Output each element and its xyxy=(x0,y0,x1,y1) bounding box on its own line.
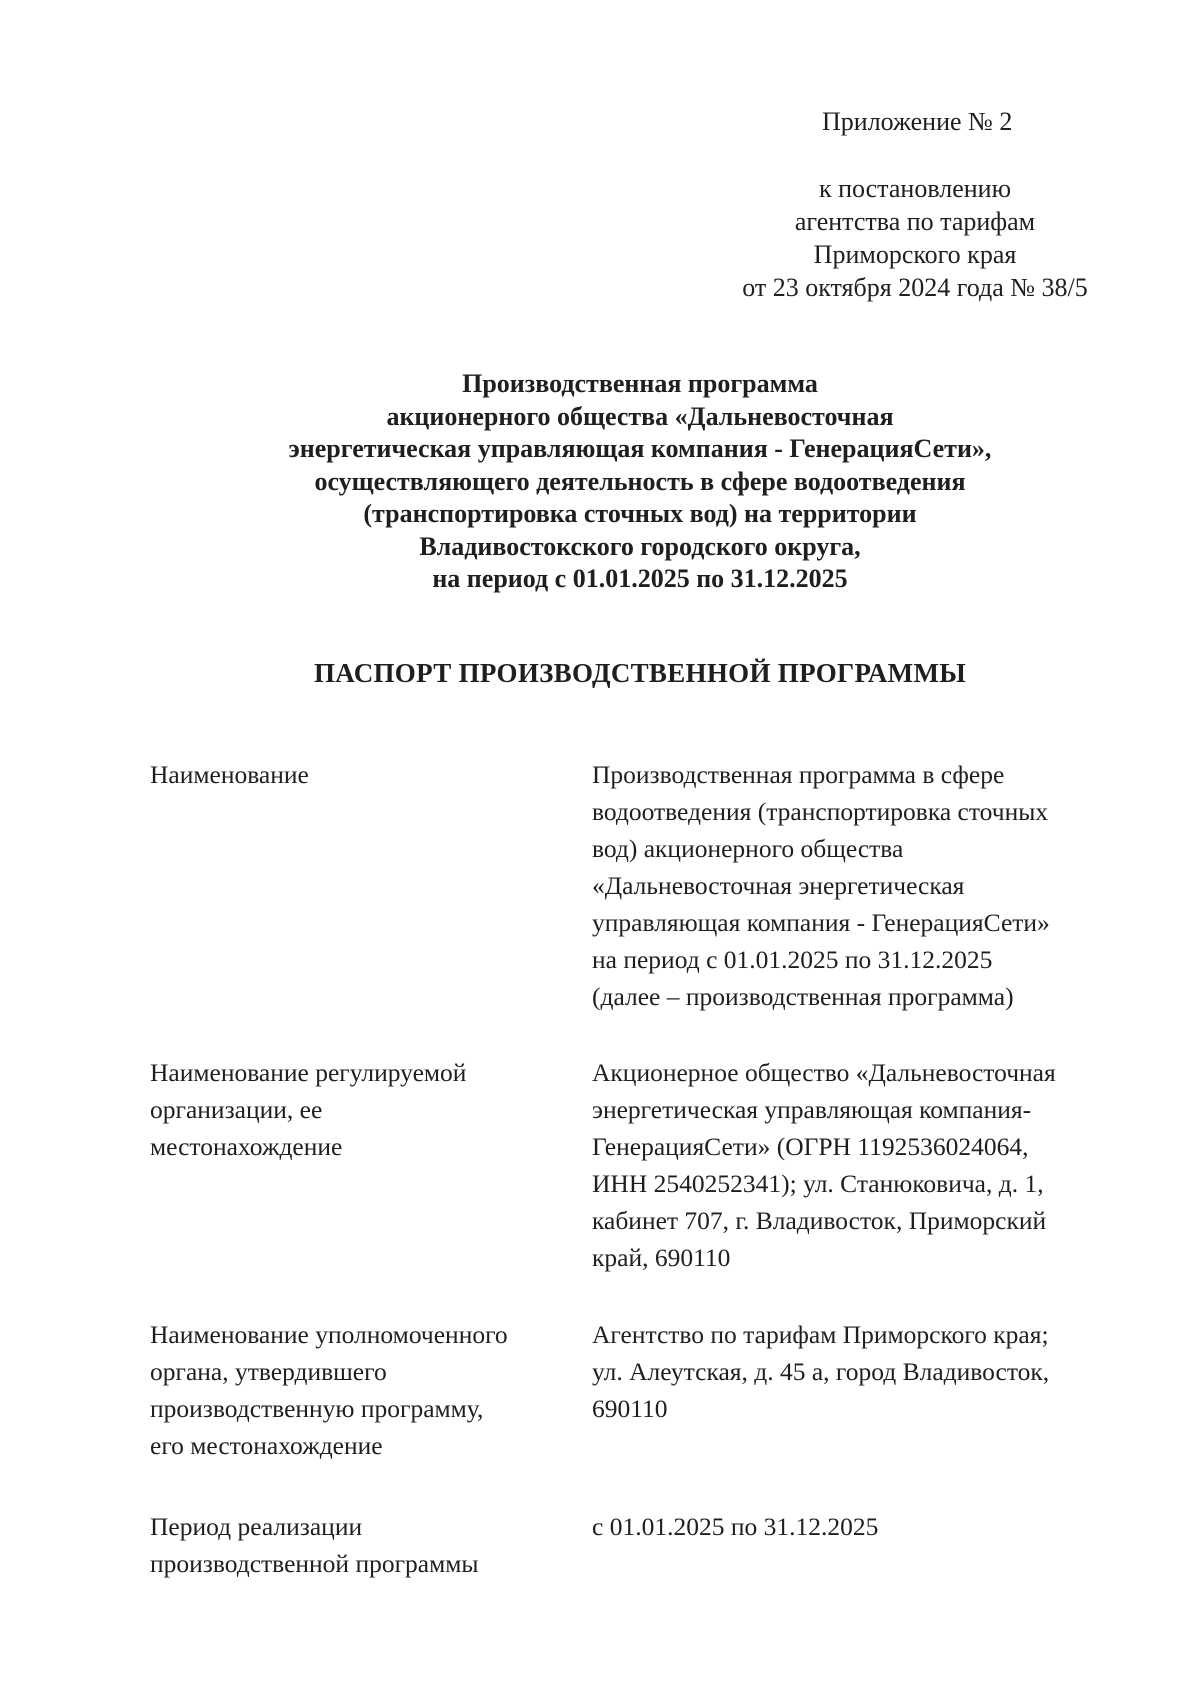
value-line: водоотведения (транспортировка сточных xyxy=(592,797,1049,826)
program-title xyxy=(160,368,1120,596)
value-line: энергетическая управляющая компания- xyxy=(592,1095,1032,1124)
approval-line: от 23 октября 2024 года № 38/5 xyxy=(742,273,1088,302)
value-line: Производственная программа в сфере xyxy=(592,760,1005,789)
passport-row-label xyxy=(150,1508,560,1582)
passport-row-label xyxy=(150,756,560,793)
value-line: Акционерное общество «Дальневосточная xyxy=(592,1058,1056,1087)
value-line: управляющая компания - ГенерацияСети» xyxy=(592,908,1050,937)
program-title-line: Производственная программа xyxy=(462,369,818,398)
label-line: его местонахождение xyxy=(150,1431,383,1460)
value-line: с 01.01.2025 по 31.12.2025 xyxy=(592,1512,879,1541)
approval-line: агентства по тарифам xyxy=(794,207,1036,236)
passport-row-value xyxy=(592,756,1132,1015)
label-line: Период реализации xyxy=(150,1512,363,1541)
value-line: кабинет 707, г. Владивосток, Приморский xyxy=(592,1206,1047,1235)
value-line: ГенерацияСети» (ОГРН 1192536024064, xyxy=(592,1132,1029,1161)
label-line: местонахождение xyxy=(150,1132,343,1161)
approval-line: Приморского края xyxy=(813,240,1017,269)
value-line: 690110 xyxy=(592,1394,668,1423)
label-line: органа, утвердившего xyxy=(150,1357,387,1386)
value-line: (далее – производственная программа) xyxy=(592,982,1014,1011)
value-line: Агентство по тарифам Приморского края; xyxy=(592,1320,1049,1349)
passport-row-label xyxy=(150,1316,560,1464)
program-title-line: Владивостокского городского округа, xyxy=(419,531,861,561)
value-line: вод) акционерного общества xyxy=(592,834,904,863)
program-title-line: акционерного общества «Дальневосточная xyxy=(386,401,894,431)
value-line: ул. Алеутская, д. 45 а, город Владивосток, xyxy=(592,1357,1050,1386)
approval-line: к постановлению xyxy=(818,174,1012,203)
passport-row-value xyxy=(592,1508,1132,1545)
passport-row-value xyxy=(592,1054,1132,1276)
value-line: на период с 01.01.2025 по 31.12.2025 xyxy=(592,945,993,974)
passport-row-label xyxy=(150,1054,560,1165)
program-title-line: энергетическая управляющая компания - ГенерацияСети», xyxy=(288,434,992,463)
program-title-line: на период с 01.01.2025 по 31.12.2025 xyxy=(432,564,848,593)
value-line: ИНН 2540252341); ул. Станюковича, д. 1, xyxy=(592,1169,1044,1198)
label-line: производственной программы xyxy=(150,1549,479,1578)
appendix-number: Приложение № 2 xyxy=(822,107,1013,136)
passport-row-value xyxy=(592,1316,1132,1427)
passport-heading: ПАСПОРТ ПРОИЗВОДСТВЕННОЙ ПРОГРАММЫ xyxy=(313,658,967,688)
approval-reference xyxy=(700,172,1130,304)
program-title-line: (транспортировка сточных вод) на территории xyxy=(363,499,917,528)
program-title-line: осуществляющего деятельность в сфере водоотведения xyxy=(314,466,966,496)
label-line: организации, ее xyxy=(150,1095,323,1124)
label-line: Наименование xyxy=(150,760,309,789)
value-line: «Дальневосточная энергетическая xyxy=(592,871,965,900)
label-line: производственную программу, xyxy=(150,1394,484,1423)
label-line: Наименование регулируемой xyxy=(150,1058,467,1087)
value-line: край, 690110 xyxy=(592,1243,731,1272)
label-line: Наименование уполномоченного xyxy=(150,1320,508,1349)
